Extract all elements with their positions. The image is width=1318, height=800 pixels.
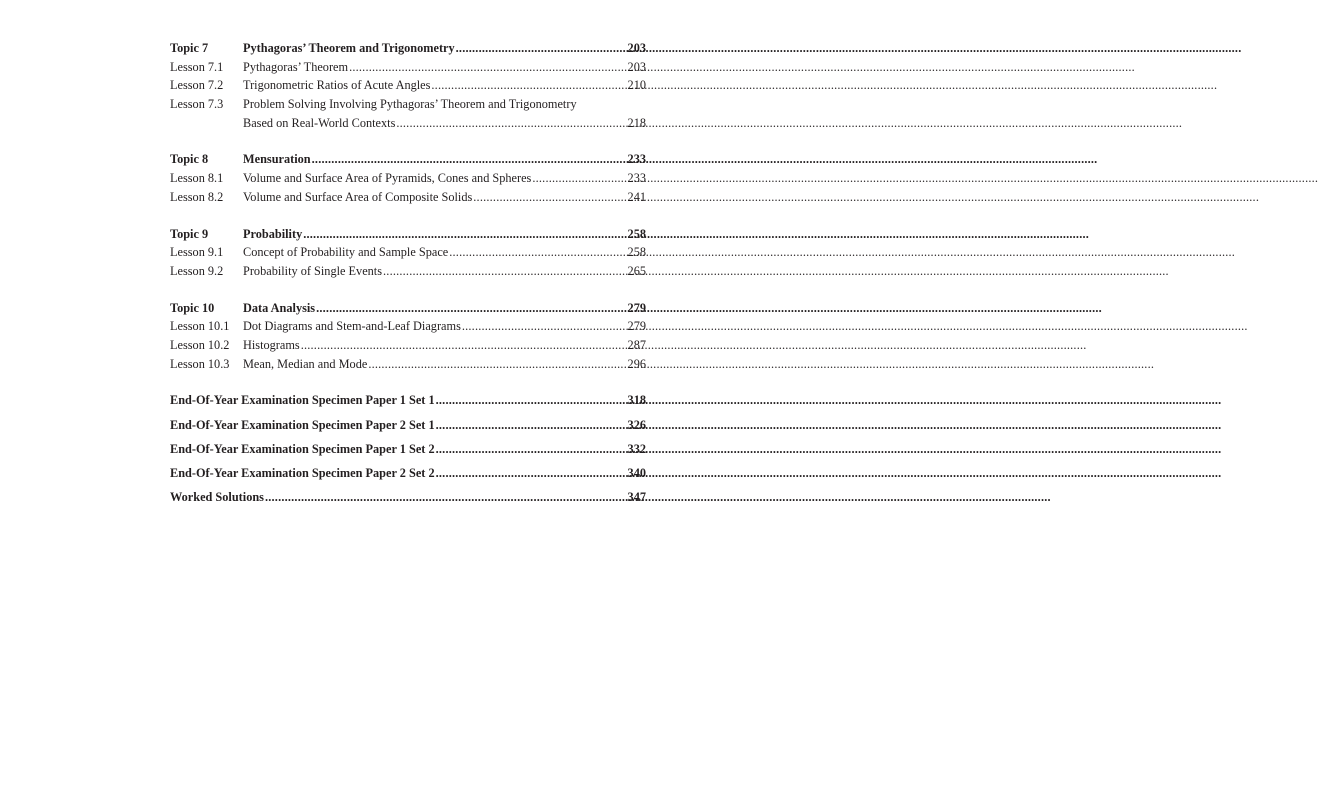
dot-leader (472, 188, 627, 207)
section-spacer (170, 207, 646, 225)
page-number: 279 (627, 319, 646, 334)
toc-lesson-row[interactable] (170, 188, 646, 207)
page-number: 218 (627, 115, 646, 130)
dot-leader (455, 39, 628, 58)
lesson-label: Lesson 10.1 (170, 319, 230, 334)
worked-solutions-title: Worked Solutions (170, 490, 264, 505)
dot-leader (435, 416, 628, 435)
topic-title: Probability (243, 226, 303, 241)
toc-topic-row[interactable] (170, 299, 646, 318)
toc-lesson-row[interactable] (170, 76, 646, 95)
lesson-label: Lesson 8.1 (170, 171, 224, 186)
page-number: 332 (627, 441, 646, 456)
lesson-title: Probability of Single Events (243, 263, 383, 278)
topic-label: Topic 10 (170, 300, 215, 315)
toc-exam-row[interactable] (170, 391, 646, 410)
lesson-title: Volume and Surface Area of Composite Solids (243, 189, 473, 204)
lesson-label: Lesson 8.2 (170, 189, 224, 204)
section-spacer (170, 373, 646, 391)
lesson-title: Volume and Surface Area of Pyramids, Cones and Spheres (243, 171, 532, 186)
toc-topic-row[interactable] (170, 39, 646, 58)
toc-lesson-row[interactable] (170, 169, 646, 188)
lesson-title: Problem Solving Involving Pythagoras’ Theorem and Trigonometry (243, 97, 577, 112)
dot-leader (435, 464, 628, 483)
dot-leader (300, 336, 628, 355)
topic-label: Topic 8 (170, 152, 209, 167)
topic-label: Topic 9 (170, 226, 209, 241)
toc-lesson-row[interactable] (170, 317, 646, 336)
toc-exam-row[interactable] (170, 464, 646, 483)
page-number: 287 (627, 337, 646, 352)
toc-lesson-row[interactable] (170, 336, 646, 355)
toc-topic-row[interactable] (170, 150, 646, 169)
lesson-label: Lesson 9.1 (170, 245, 224, 260)
page-number: 347 (627, 490, 646, 505)
dot-leader (448, 243, 627, 262)
topic-title: Mensuration (243, 152, 311, 167)
dot-leader (430, 76, 627, 95)
page-number: 326 (627, 417, 646, 432)
section-spacer (170, 132, 646, 150)
dot-leader (264, 488, 628, 507)
dot-leader (435, 391, 628, 410)
dot-leader (531, 169, 627, 188)
topic-title: Data Analysis (243, 300, 316, 315)
toc-exam-row[interactable] (170, 416, 646, 435)
page-number: 210 (627, 78, 646, 93)
page-number: 279 (627, 300, 646, 315)
lesson-title: Pythagoras’ Theorem (243, 59, 349, 74)
lesson-label: Lesson 10.3 (170, 356, 230, 371)
page-number: 265 (627, 263, 646, 278)
lesson-title-continued: Based on Real-World Contexts (243, 115, 396, 130)
page-number: 233 (627, 152, 646, 167)
exam-title: End-Of-Year Examination Specimen Paper 1 Set 2 (170, 441, 435, 456)
toc-lesson-row[interactable] (170, 243, 646, 262)
page-number: 258 (627, 245, 646, 260)
page-number: 318 (627, 393, 646, 408)
dot-leader (382, 262, 628, 281)
topic-title: Pythagoras’ Theorem and Trigonometry (243, 41, 455, 55)
lesson-title: Mean, Median and Mode (243, 356, 368, 371)
page-number: 203 (627, 59, 646, 74)
exam-title: End-Of-Year Examination Specimen Paper 2 Set 2 (170, 465, 435, 480)
dot-leader (348, 58, 627, 77)
lesson-label: Lesson 10.2 (170, 337, 230, 352)
page-number: 296 (627, 356, 646, 371)
page-number: 203 (627, 41, 646, 55)
topic-label: Topic 7 (170, 41, 209, 55)
page-number: 258 (627, 226, 646, 241)
toc-exam-row[interactable] (170, 440, 646, 459)
lesson-title: Concept of Probability and Sample Space (243, 245, 449, 260)
toc-solutions-row[interactable] (170, 488, 646, 507)
dot-leader (315, 299, 627, 318)
dot-leader (367, 355, 627, 374)
dot-leader (435, 440, 628, 459)
lesson-label: Lesson 9.2 (170, 263, 224, 278)
lesson-title: Dot Diagrams and Stem-and-Leaf Diagrams (243, 319, 461, 334)
exam-title: End-Of-Year Examination Specimen Paper 2 Set 1 (170, 417, 435, 432)
section-spacer (170, 281, 646, 299)
lesson-label: Lesson 7.3 (170, 97, 224, 112)
exam-title: End-Of-Year Examination Specimen Paper 1 Set 1 (170, 393, 435, 408)
page-number: 233 (627, 171, 646, 186)
toc-lesson-row[interactable] (170, 262, 646, 281)
dot-leader (311, 150, 628, 169)
dot-leader (461, 317, 628, 336)
toc-lesson-row[interactable] (170, 355, 646, 374)
lesson-label: Lesson 7.2 (170, 78, 224, 93)
toc-lesson-row[interactable] (170, 95, 646, 114)
dot-leader (395, 114, 627, 133)
lesson-title: Trigonometric Ratios of Acute Angles (243, 78, 431, 93)
toc-topic-row[interactable] (170, 225, 646, 244)
lesson-title: Histograms (243, 337, 300, 352)
toc-lesson-row-continued[interactable] (170, 114, 646, 133)
page-number: 340 (627, 465, 646, 480)
lesson-label: Lesson 7.1 (170, 59, 224, 74)
toc-lesson-row[interactable] (170, 58, 646, 77)
table-of-contents (170, 39, 646, 507)
dot-leader (302, 225, 627, 244)
page-number: 241 (627, 189, 646, 204)
